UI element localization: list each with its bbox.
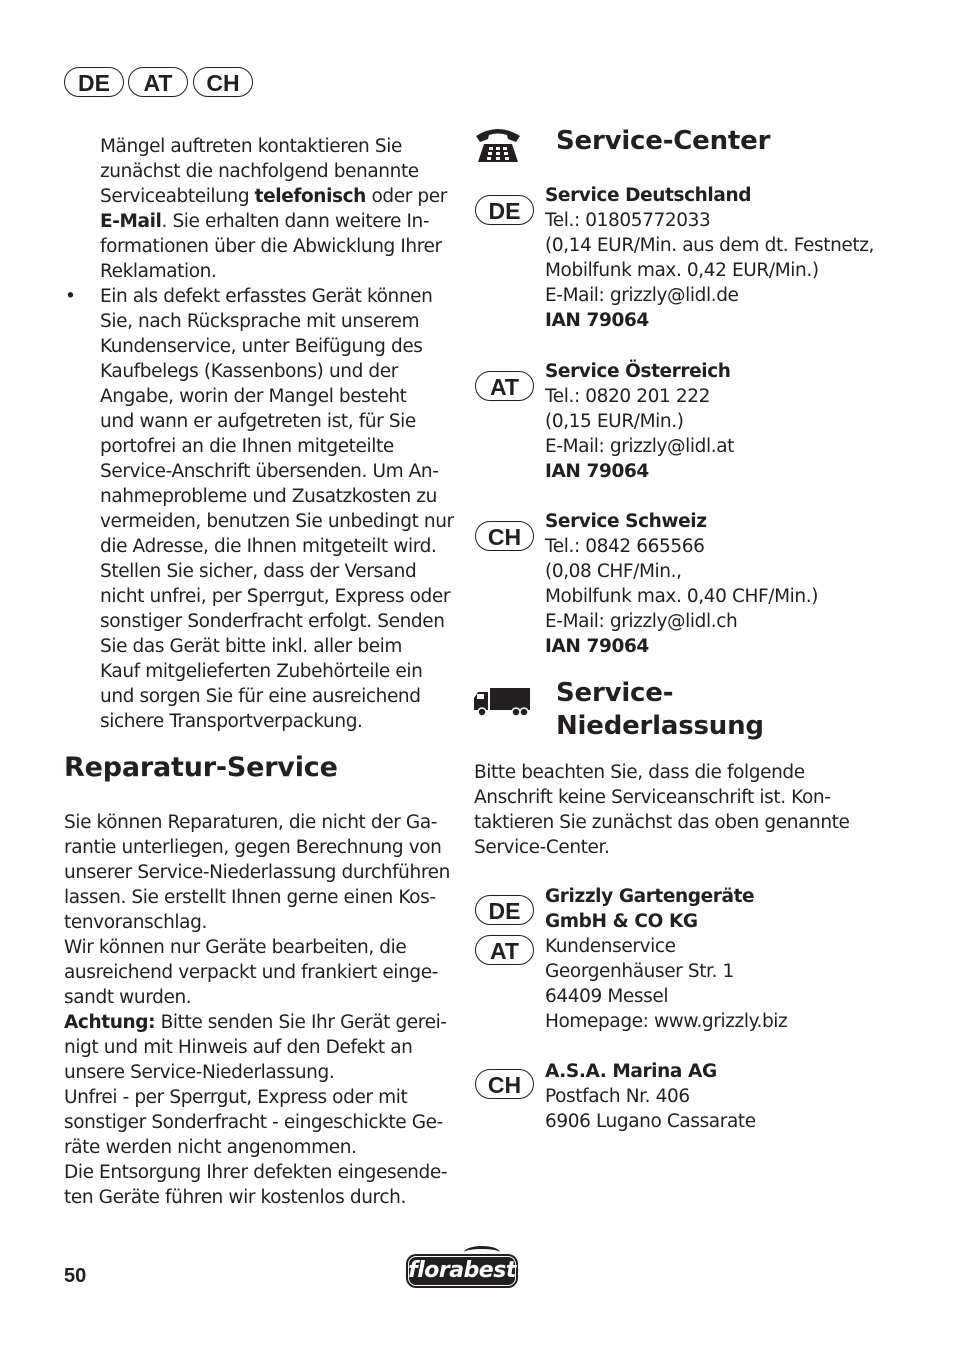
- service-center-heading: Service-Center: [556, 126, 771, 156]
- country-badge-de: DE: [64, 67, 124, 97]
- intro-paragraph: [100, 134, 460, 284]
- center-title: Service Schweiz: [545, 511, 707, 532]
- repair-heading: Reparatur-Service: [64, 752, 338, 783]
- branch-ch: [545, 1059, 756, 1134]
- center-line: Tel.: 01805772033: [545, 210, 711, 231]
- intro-text: oder per: [365, 186, 447, 207]
- text-line: Sie das Gerät bitte inkl. aller beim: [100, 636, 403, 657]
- repair-lines-a: [64, 810, 464, 1010]
- branch-line: Kundenservice: [545, 936, 676, 957]
- text-line: Unfrei - per Sperrgut, Express oder mit: [64, 1087, 408, 1108]
- branch-name: Grizzly Gartengeräte: [545, 886, 755, 907]
- center-line: E-Mail: grizzly@lidl.ch: [545, 611, 738, 632]
- center-line: (0,15 EUR/Min.): [545, 411, 684, 432]
- text-line: tenvoranschlag.: [64, 912, 207, 933]
- text-line: rantie unterliegen, gegen Berechnung von: [64, 837, 442, 858]
- intro-line: Mängel auftreten kontaktieren Sie: [100, 136, 402, 157]
- branch-line: Postfach Nr. 406: [545, 1086, 690, 1107]
- service-center-de: [545, 183, 874, 333]
- text-line: Stellen Sie sicher, dass der Versand: [100, 561, 417, 582]
- center-line: E-Mail: grizzly@lidl.at: [545, 436, 734, 457]
- text-line: vermeiden, benutzen Sie unbedingt nur: [100, 511, 454, 532]
- badge-center-ch: CH: [475, 521, 534, 551]
- intro-line: Reklamation.: [100, 261, 217, 282]
- repair-lines-b: [64, 1035, 464, 1210]
- text-line: Kundenservice, unter Beifügung des: [100, 336, 423, 357]
- attention-text: Bitte senden Sie Ihr Gerät gerei-: [155, 1012, 447, 1033]
- center-line: (0,14 EUR/Min. aus dem dt. Festnetz,: [545, 235, 875, 256]
- bullet-item: [65, 284, 465, 734]
- country-badge-at: AT: [128, 67, 188, 97]
- branch-de-at: [545, 884, 787, 1034]
- center-line: E-Mail: grizzly@lidl.de: [545, 285, 739, 306]
- repair-paragraph: [64, 810, 464, 1210]
- branch-line: 64409 Messel: [545, 986, 669, 1007]
- text-line: Sie können Reparaturen, die nicht der Ga-: [64, 812, 438, 833]
- center-ian: IAN 79064: [545, 636, 649, 657]
- text-line: Ein als defekt erfasstes Gerät können: [100, 286, 433, 307]
- intro-emphasis-telefonisch: telefonisch: [254, 186, 366, 207]
- branch-intro: [474, 760, 874, 860]
- text-line: nigt und mit Hinweis auf den Defekt an: [64, 1037, 413, 1058]
- text-line: und sorgen Sie für eine ausreichend: [100, 686, 421, 707]
- text-line: ausreichend verpackt und frankiert einge-: [64, 962, 438, 983]
- text-line: sonstiger Sonderfracht - eingeschickte Ge-: [64, 1112, 443, 1133]
- text-line: Kaufbelegs (Kassenbons) und der: [100, 361, 398, 382]
- bullet-dot: •: [65, 286, 76, 307]
- badge-branch-ch: CH: [475, 1069, 534, 1099]
- intro-text: Serviceabteilung: [100, 186, 255, 207]
- text-line: Die Entsorgung Ihrer defekten eingesende-: [64, 1162, 448, 1183]
- intro-emphasis-email: E-Mail: [100, 211, 162, 232]
- branch-intro-line: Bitte beachten Sie, dass die folgende: [474, 762, 805, 783]
- branch-heading-line: Service-: [556, 678, 674, 708]
- country-badge-ch: CH: [193, 67, 253, 97]
- branch-name: A.S.A. Marina AG: [545, 1061, 717, 1082]
- branch-intro-line: taktieren Sie zunächst das oben genannte: [474, 812, 850, 833]
- center-line: Tel.: 0820 201 222: [545, 386, 710, 407]
- center-ian: IAN 79064: [545, 461, 649, 482]
- badge-branch-at: AT: [475, 935, 534, 965]
- center-line: (0,08 CHF/Min.,: [545, 561, 682, 582]
- intro-line: [100, 209, 460, 234]
- text-line: sandt wurden.: [64, 987, 192, 1008]
- branch-heading: [556, 677, 764, 743]
- text-line: Sie, nach Rücksprache mit unserem: [100, 311, 420, 332]
- text-line: sonstiger Sonderfracht erfolgt. Senden: [100, 611, 445, 632]
- branch-line: Homepage: www.grizzly.biz: [545, 1011, 788, 1032]
- text-line: die Adresse, die Ihnen mitgeteilt wird.: [100, 536, 437, 557]
- badge-center-at: AT: [475, 371, 534, 401]
- logo-text: florabest: [408, 1258, 516, 1283]
- intro-line: zunächst die nachfolgend benannte: [100, 161, 419, 182]
- text-line: nahmeprobleme und Zusatzkosten zu: [100, 486, 437, 507]
- center-line: Mobilfunk max. 0,40 CHF/Min.): [545, 586, 819, 607]
- service-center-ch: [545, 509, 818, 659]
- branch-intro-line: Service-Center.: [474, 837, 610, 858]
- branch-heading-line: Niederlassung: [556, 711, 764, 741]
- center-ian: IAN 79064: [545, 310, 649, 331]
- branch-intro-line: Anschrift keine Serviceanschrift ist. Kon-: [474, 787, 831, 808]
- text-line: Service-Anschrift übersenden. Um An-: [100, 461, 439, 482]
- intro-text: . Sie erhalten dann weitere In-: [161, 211, 430, 232]
- text-line: unsere Service-Niederlassung.: [64, 1062, 335, 1083]
- attention-label: Achtung:: [64, 1012, 156, 1033]
- badge-branch-de: DE: [475, 895, 534, 925]
- badge-center-de: DE: [475, 195, 534, 225]
- bullet-text: [100, 284, 465, 734]
- center-line: Mobilfunk max. 0,42 EUR/Min.): [545, 260, 819, 281]
- text-line: und wann er aufgetreten ist, für Sie: [100, 411, 416, 432]
- attention-line: [64, 1010, 464, 1035]
- branch-line: Georgenhäuser Str. 1: [545, 961, 734, 982]
- branch-line: 6906 Lugano Cassarate: [545, 1111, 756, 1132]
- text-line: räte werden nicht angenommen.: [64, 1137, 357, 1158]
- text-line: nicht unfrei, per Sperrgut, Express oder: [100, 586, 451, 607]
- text-line: Kauf mitgelieferten Zubehörteile ein: [100, 661, 423, 682]
- text-line: unserer Service-Niederlassung durchführen: [64, 862, 450, 883]
- center-title: Service Deutschland: [545, 185, 752, 206]
- text-line: sichere Transportverpackung.: [100, 711, 363, 732]
- text-line: portofrei an die Ihnen mitgeteilte: [100, 436, 394, 457]
- text-line: Wir können nur Geräte bearbeiten, die: [64, 937, 407, 958]
- center-title: Service Österreich: [545, 361, 731, 382]
- truck-icon: [474, 688, 530, 718]
- service-center-at: [545, 359, 734, 484]
- center-line: Tel.: 0842 665566: [545, 536, 705, 557]
- text-line: ten Geräte führen wir kostenlos durch.: [64, 1187, 406, 1208]
- branch-name: GmbH & CO KG: [545, 911, 698, 932]
- text-line: Angabe, worin der Mangel besteht: [100, 386, 407, 407]
- florabest-logo: [406, 1254, 518, 1288]
- text-line: lassen. Sie erstellt Ihnen gerne einen Kos-: [64, 887, 436, 908]
- intro-line: formationen über die Abwicklung Ihrer: [100, 236, 442, 257]
- page-number: 50: [64, 1265, 87, 1287]
- phone-icon: [474, 126, 522, 164]
- intro-line: [100, 184, 460, 209]
